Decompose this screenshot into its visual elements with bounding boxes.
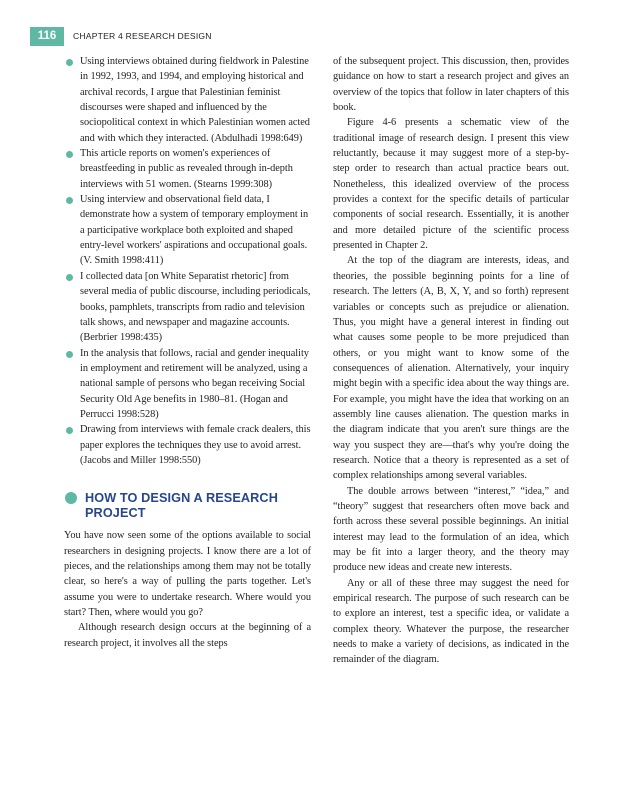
body-paragraph: The double arrows between “interest,” “idea,” and “theory” suggest that researchers often move back and forth across these several possible beginnings. An initial interest may lead to the formulation of an idea, which may be fit into a larger theory, and the theory may produce new ideas and create new interests. xyxy=(333,485,569,574)
body-paragraph: of the subsequent project. This discussion, then, provides guidance on how to start a research project and gives an overview of the topics that follow in later chapters of this book. xyxy=(333,56,569,114)
body-paragraph: Any or all of these three may suggest the need for empirical research. The purpose of such research can be to explore an interest, test a specific idea, or validate a complex theory. Whatever the purpose, the researcher needs to make a variety of decisions, as indicated in the remainder of the diagram. xyxy=(333,577,569,666)
heading-dot-icon xyxy=(65,492,77,504)
bullet-dot-icon xyxy=(66,351,73,358)
example-bullet-list xyxy=(64,54,311,468)
bullet-text: Using interview and observational field data, I demonstrate how a system of temporary employment in a participative workplace both exploited and shaped entry-level workers' aspirations and occupational goals. (V. Smith 1998:411) xyxy=(80,194,309,267)
body-paragraph: At the top of the diagram are interests, ideas, and theories, the possible beginning points for a line of research. The letters (A, B, X, Y, and so forth) represent variables or concepts such as prejudice or alienation. Thus, you might have a general interest in finding out what causes some people to be more prejudiced than others, or you might want to know some of the consequences of alienation. Alternatively, your inquiry might begin with a specific idea about the way things are. For example, you might have the idea that working on an assembly line causes alienation. The question marks in the diagram indicate that you aren't sure things are the way you suspect they are—that's why you're doing the research. Notice that a theory is represented as a set of complex relationships among several variables. xyxy=(333,255,569,482)
bullet-dot-icon xyxy=(66,427,73,434)
bullet-item xyxy=(64,146,311,192)
chapter-header: CHAPTER 4 RESEARCH DESIGN xyxy=(73,31,212,41)
bullet-item xyxy=(64,346,311,423)
bullet-text: In the analysis that follows, racial and gender inequality in employment and retirement will be analyzed, using a national sample of persons who began receiving Social Security Old Age benefits in 1980–81. (Hogan and Perrucci 1998:528) xyxy=(80,347,309,420)
bullet-dot-icon xyxy=(66,151,73,158)
body-paragraph: Figure 4-6 presents a schematic view of the traditional image of research design. I present this view reluctantly, because it may suggest more of a step-by-step order to research than actual practice bears out. Nonetheless, this idealized overview of the process provides a context for the specific details of particular components of social research. Essentially, it is another and more detailed picture of the scientific process presented in Chapter 2. xyxy=(333,117,569,252)
bullet-dot-icon xyxy=(66,274,73,281)
body-paragraph: Although research design occurs at the beginning of a research project, it involves all the steps xyxy=(64,622,311,649)
bullet-item xyxy=(64,422,311,468)
bullet-text: Using interviews obtained during fieldwork in Palestine in 1992, 1993, and 1994, and employing historical and archival records, I argue that Palestinian feminist discourses were shaped and influenced by the sociopolitical context in which Palestinian women acted and with which they interacted. (Abdulhadi 1998:649) xyxy=(80,56,310,144)
section-heading-text: HOW TO DESIGN A RESEARCH PROJECT xyxy=(85,491,278,520)
left-column xyxy=(64,54,311,651)
bullet-item xyxy=(64,192,311,269)
right-column xyxy=(333,54,569,668)
bullet-text: Drawing from interviews with female crack dealers, this paper explores the techniques they use to avoid arrest. (Jacobs and Miller 1998:550) xyxy=(80,424,311,466)
bullet-item xyxy=(64,269,311,346)
body-paragraph: You have now seen some of the options available to social researchers in designing projects. I know there are a lot of pieces, and the relationships among them may not be totally clear, so here's a way of pulling the parts together. Let's assume you were to undertake research. Where would you start? Then, where would you go? xyxy=(64,530,311,618)
section-heading xyxy=(64,491,311,520)
bullet-text: This article reports on women's experiences of breastfeeding in public as revealed through in-depth interviews with 51 women. (Stearns 1999:308) xyxy=(80,148,293,190)
bullet-text: I collected data [on White Separatist rhetoric] from several media of public discourse, including periodicals, books, pamphlets, transcripts from radio and television talk shows, and newspaper and magazine accounts. (Berbrier 1998:435) xyxy=(80,270,311,344)
page-number: 116 xyxy=(30,27,64,46)
bullet-dot-icon xyxy=(66,197,73,204)
bullet-item xyxy=(64,54,311,146)
bullet-dot-icon xyxy=(66,59,73,66)
